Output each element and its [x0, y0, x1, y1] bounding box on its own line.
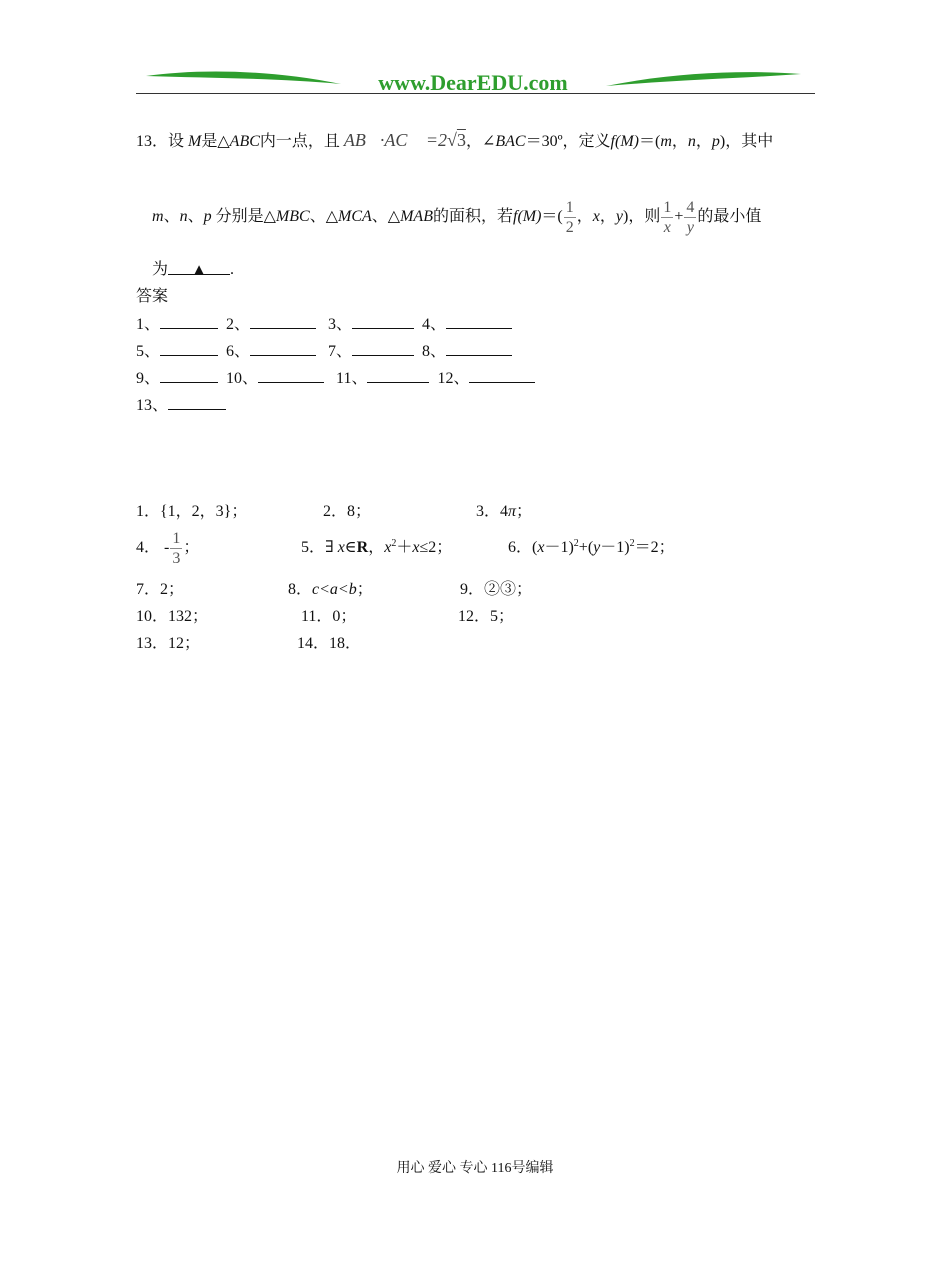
fraction-one-over-x: $\frac{1}{x}$	[663, 198, 672, 236]
answer-blank-9[interactable]	[160, 368, 218, 383]
answer-10: 10．132；	[136, 608, 209, 625]
right-swoosh	[606, 72, 801, 86]
answer-blank[interactable]	[168, 260, 230, 278]
question-13-line-3: 为 ▲ .	[152, 261, 235, 278]
answer-2: 2．8；	[323, 503, 372, 520]
answer-3: 3．4π；	[476, 503, 533, 520]
answer-row-4: 13、	[136, 395, 226, 416]
answer-blank-13[interactable]	[168, 395, 226, 410]
answer-blank-12[interactable]	[469, 368, 535, 383]
answer-13: 13．12；	[136, 635, 201, 652]
answer-6: 6．$(x-1)^2+(y-1)^2=2$；	[508, 538, 675, 556]
answer-blank-5[interactable]	[160, 341, 218, 356]
answer-blank-10[interactable]	[258, 368, 324, 383]
answer-11: 11．0；	[301, 608, 357, 625]
answer-blank-4[interactable]	[446, 314, 512, 329]
question-13-line-1: 13．设 M是△ABC内一点，且 AB⃗·AC⃗ =2√3，∠BAC＝30º，定义f(M)＝(m，n，p)，其中	[136, 130, 774, 150]
fraction-one-third: $\frac{1}{3}$	[172, 529, 181, 567]
answer-blank-8[interactable]	[446, 341, 512, 356]
answer-9: 9．②③；	[460, 581, 533, 598]
logo-text: www.DearEDU.com	[378, 70, 568, 95]
answer-blank-6[interactable]	[250, 341, 316, 356]
answer-7: 7．2；	[136, 581, 185, 598]
answer-blank-7[interactable]	[352, 341, 414, 356]
question-13-line-2: m、n、p 分别是△MBC、△MCA、△MAB的面积，若f(M)＝( $\frac{1}{2}$ ，x，y)，则 $\frac{1}{x}$ + $\frac{4}{y}$ 的最小值	[152, 198, 762, 236]
left-swoosh	[146, 71, 341, 84]
fraction-four-over-y: $\frac{4}{y}$	[686, 198, 695, 236]
page-footer: 用心 爱心 专心 116号编辑	[396, 1161, 554, 1176]
triangle-icon: ▲	[191, 262, 207, 278]
answer-blank-11[interactable]	[367, 368, 429, 383]
answer-8: 8．c<a<b；	[288, 581, 373, 598]
answer-5: 5．∃ x∈R，$x^2+x\le 2$；	[301, 538, 453, 556]
header-rule	[136, 93, 815, 94]
answer-1: 1．{1，2，3}；	[136, 503, 248, 520]
answer-blank-2[interactable]	[250, 314, 316, 329]
fraction-one-half: $\frac{1}{2}$	[565, 198, 574, 236]
answer-14: 14．18．	[297, 635, 362, 652]
answer-12: 12．5；	[458, 608, 515, 625]
answer-blank-1[interactable]	[160, 314, 218, 329]
answer-4: 4． - $\frac{1}{3}$ ；	[136, 529, 200, 567]
answer-blank-3[interactable]	[352, 314, 414, 329]
answer-sheet-title: 答案	[136, 288, 169, 305]
header-logo	[136, 66, 816, 96]
answer-row-2: 5、 6、 7、 8、	[136, 341, 512, 362]
answer-row-3: 9、 10、 11、 12、	[136, 368, 535, 389]
answer-row-1: 1、 2、 3、 4、	[136, 314, 512, 335]
vector-product-expression: AB⃗·AC⃗ =2	[343, 130, 448, 150]
